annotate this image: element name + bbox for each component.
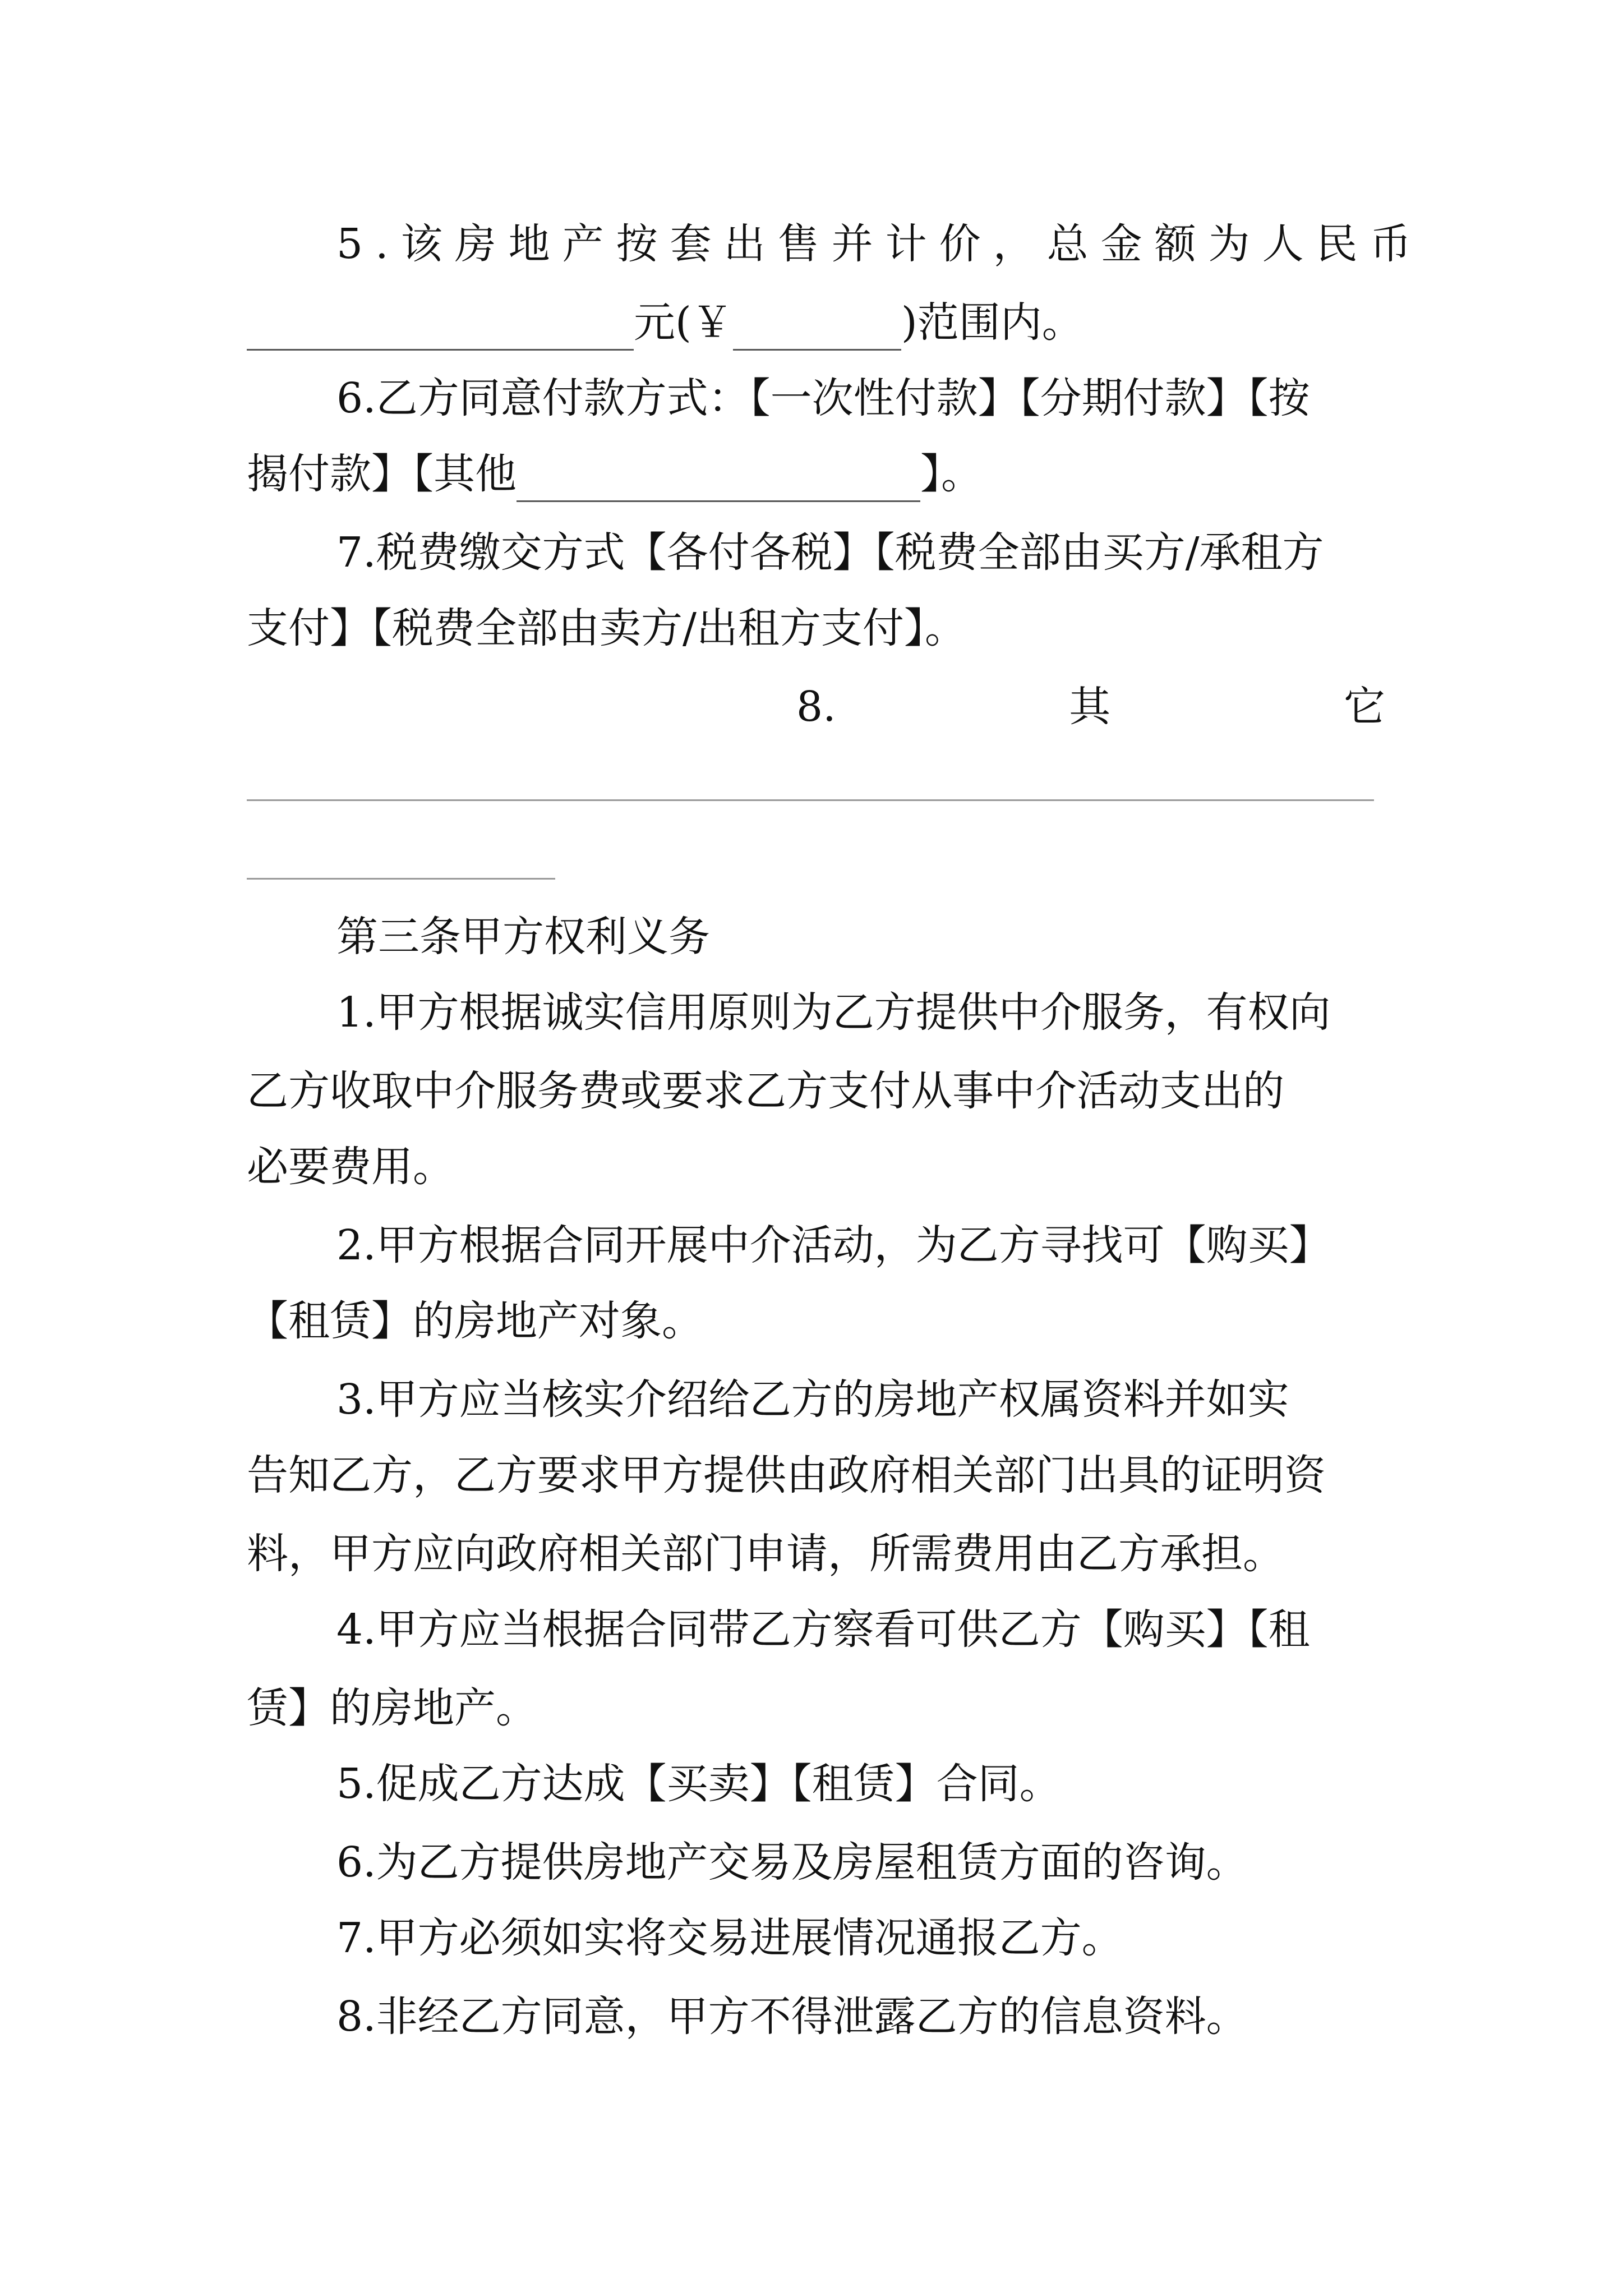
duty-1-text-cont: 乙方收取中介服务费或要求乙方支付从事中介活动支出的: [247, 1067, 1284, 1115]
duty-2-text: 2.甲方根据合同开展中介活动，为乙方寻找可【购买】: [336, 1221, 1331, 1269]
duty-1-text-end: 必要费用。: [247, 1143, 454, 1191]
article-3-title: 第三条甲方权利义务: [336, 913, 710, 961]
other-blank-line-2[interactable]: [247, 878, 555, 880]
amount-blank[interactable]: [247, 305, 634, 351]
duty-3-text-cont: 告知乙方，乙方要求甲方提供由政府相关部门出具的证明资: [247, 1451, 1326, 1499]
duty-2-text-cont: 【租赁】的房地产对象。: [247, 1297, 703, 1345]
currency-label: 元(￥: [634, 298, 733, 347]
range-suffix: )范围内。: [901, 298, 1083, 347]
duty-5-line: [336, 1756, 1385, 1812]
clause-8-char-1: 其: [1069, 683, 1111, 731]
payment-method-text: 6.乙方同意付款方式：【一次性付款】【分期付款】【按: [336, 374, 1310, 422]
duty-6-line: [336, 1834, 1385, 1890]
clause-7-line-2: [247, 600, 1385, 656]
payment-other-blank[interactable]: [517, 457, 920, 502]
tax-method-continued: 支付】【税费全部由卖方/出租方支付】。: [247, 604, 966, 652]
clause-8-line: [796, 679, 1385, 735]
duty-2-line-1: [336, 1217, 1385, 1273]
duty-4-text-cont: 赁】的房地产。: [247, 1684, 537, 1732]
duty-2-line-2: [247, 1293, 1385, 1349]
duty-3-line-2: [247, 1447, 1385, 1503]
duty-3-line-3: [247, 1526, 1385, 1582]
clause-5-text: 5.该房地产按套出售并计价，总金额为人民币: [336, 220, 1424, 268]
duty-4-text: 4.甲方应当根据合同带乙方察看可供乙方【购买】【租: [336, 1605, 1310, 1654]
duty-1-line-2: [247, 1063, 1385, 1119]
duty-3-text: 3.甲方应当核实介绍给乙方的房地产权属资料并如实: [336, 1375, 1289, 1424]
duty-7-text: 7.甲方必须如实将交易进展情况通报乙方。: [336, 1914, 1123, 1962]
payment-other-suffix: 】。: [920, 450, 983, 498]
clause-7-line-1: [336, 524, 1385, 581]
payment-other-label: 揭付款】【其他: [247, 450, 517, 498]
duty-8-line: [336, 1989, 1385, 2045]
duty-8-text: 8.非经乙方同意，甲方不得泄露乙方的信息资料。: [336, 1993, 1248, 2041]
duty-4-line-1: [336, 1602, 1385, 1658]
amount-number-blank[interactable]: [733, 305, 901, 351]
duty-7-line: [336, 1910, 1385, 1966]
duty-3-line-1: [336, 1372, 1385, 1428]
duty-1-line-1: [336, 984, 1385, 1041]
duty-4-line-2: [247, 1680, 1385, 1736]
duty-1-text: 1.甲方根据诚实信用原则为乙方提供中介服务，有权向: [336, 988, 1331, 1037]
clause-5-line-2: [247, 295, 1385, 351]
duty-1-line-3: [247, 1139, 1385, 1195]
tax-method-text: 7.税费缴交方式【各付各税】【税费全部由买方/承租方: [336, 528, 1324, 577]
article-3-heading: [336, 909, 1385, 965]
clause-6-line-1: [336, 370, 1385, 426]
clause-8-char-2: 它: [1343, 683, 1385, 731]
clause-5-line-1: [336, 216, 1424, 272]
duty-5-text: 5.促成乙方达成【买卖】【租赁】合同。: [336, 1760, 1061, 1808]
duty-6-text: 6.为乙方提供房地产交易及房屋租赁方面的咨询。: [336, 1838, 1248, 1887]
clause-6-line-2: [247, 446, 1385, 502]
duty-3-text-end: 料，甲方应向政府相关部门申请，所需费用由乙方承担。: [247, 1530, 1284, 1578]
other-blank-line-1[interactable]: [247, 799, 1374, 801]
clause-8-number: 8.: [796, 683, 836, 731]
